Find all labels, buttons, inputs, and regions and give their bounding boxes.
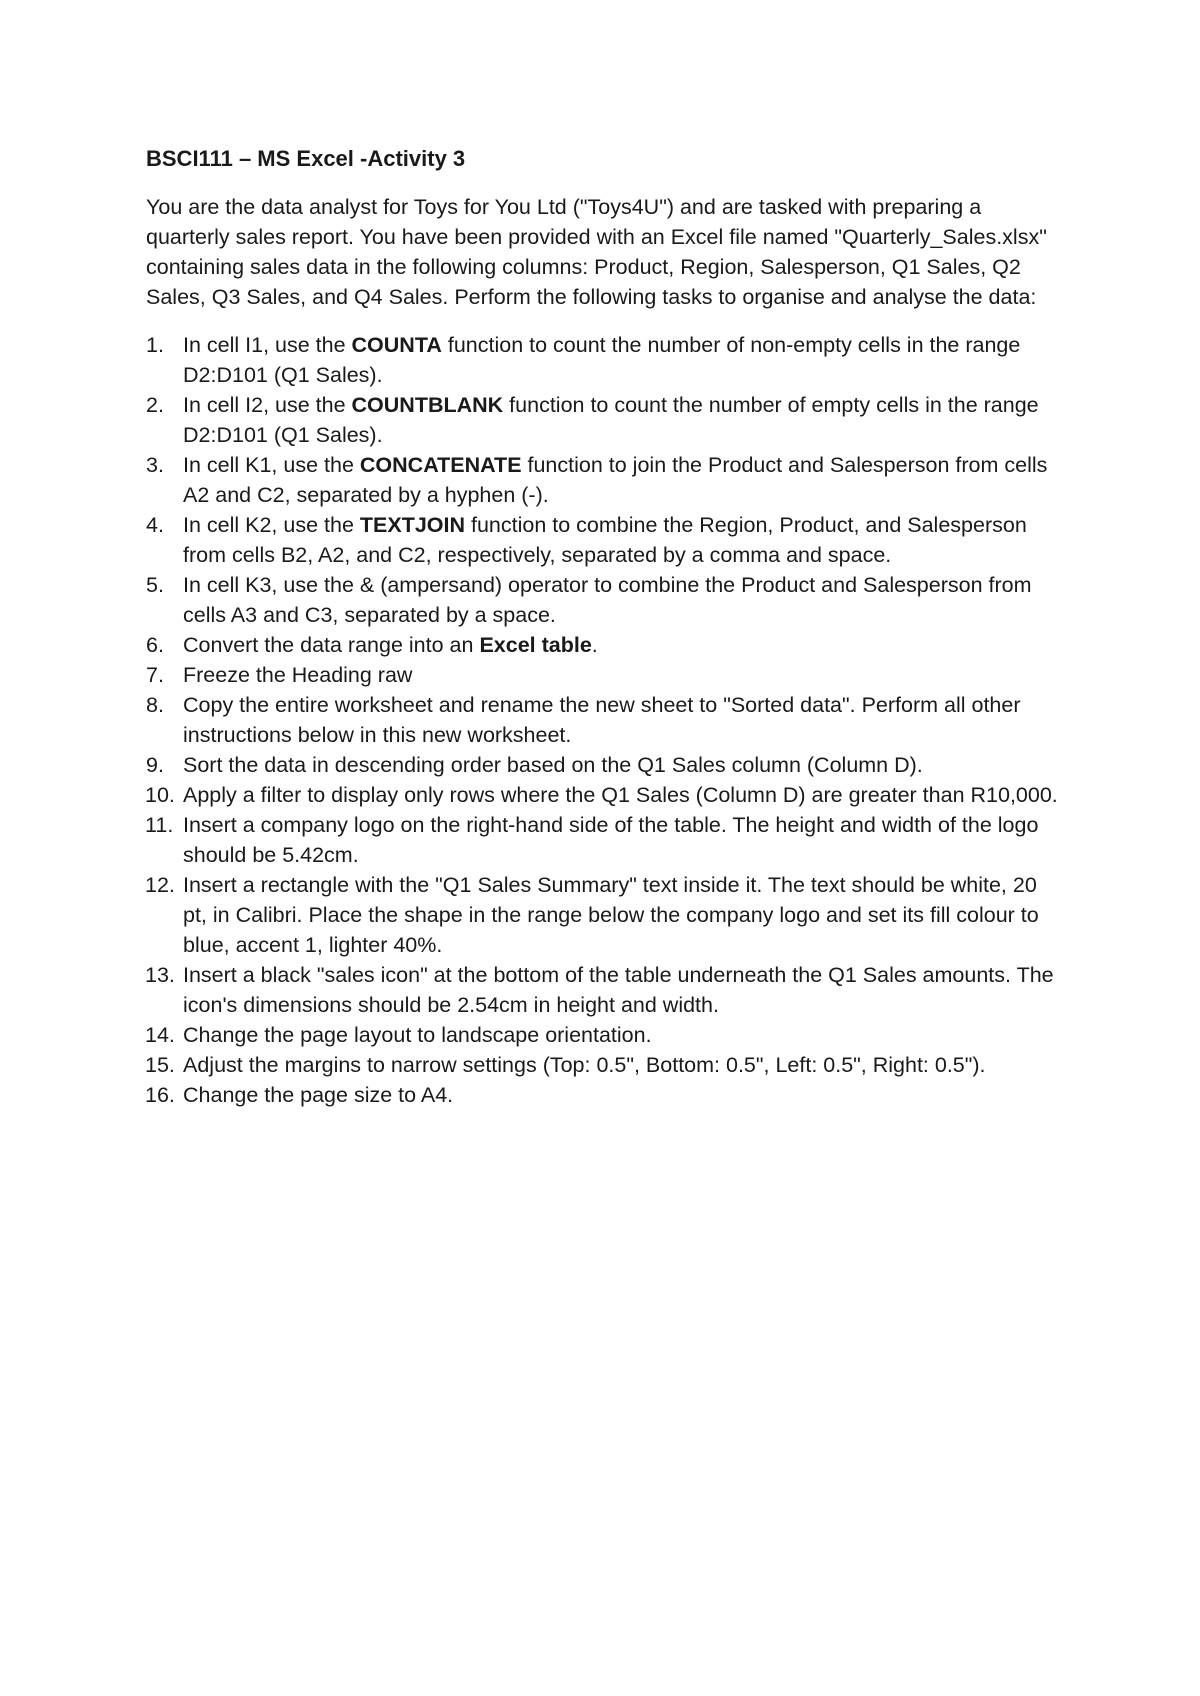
intro-paragraph: You are the data analyst for Toys for You Ltd ("Toys4U") and are tasked with preparing a quarterly sales report. You have been provided with an Excel file named "Quarterly_Sales.xlsx" containing sales data in the following columns: Product, Region, Salesperson, Q1 Sales, Q2 Sales, Q3 Sales, and Q4 Sales. Perform the following tasks to organise and analyse the data: xyxy=(146,195,1047,309)
task-keyword: Excel table xyxy=(479,633,592,657)
task-number: 15. xyxy=(145,1053,175,1077)
task-number: 14. xyxy=(145,1023,175,1047)
task-text: . xyxy=(591,633,598,657)
task-text: Change the page layout to landscape orientation. xyxy=(183,1023,652,1047)
document-page xyxy=(146,144,1066,1110)
task-text: In cell K3, use the & (ampersand) operator to combine the Product and Salesperson from cells A3 and C3, separated by a space. xyxy=(183,573,1032,627)
task-item xyxy=(146,960,1066,1020)
task-item xyxy=(146,510,1066,570)
task-text: Copy the entire worksheet and rename the new sheet to "Sorted data". Perform all other instructions below in this new worksheet. xyxy=(183,693,1021,747)
task-text: Insert a company logo on the right-hand side of the table. The height and width of the logo should be 5.42cm. xyxy=(183,813,1039,867)
task-item xyxy=(146,750,1066,780)
task-item xyxy=(146,450,1066,510)
task-number: 9. xyxy=(146,753,164,777)
task-item xyxy=(146,1020,1066,1050)
task-item xyxy=(146,570,1066,630)
task-item xyxy=(146,1080,1066,1110)
task-number: 12. xyxy=(145,873,175,897)
task-item xyxy=(146,870,1066,960)
task-keyword: COUNTBLANK xyxy=(351,393,504,417)
task-text: function to combine the Region, Product, and Salesperson from cells B2, A2, and C2, respectively, separated by a comma and space. xyxy=(183,513,1027,567)
task-text: Change the page size to A4. xyxy=(183,1083,454,1107)
task-keyword: COUNTA xyxy=(351,333,442,357)
task-number: 10. xyxy=(145,783,175,807)
task-item xyxy=(146,780,1066,810)
task-text: Insert a black "sales icon" at the bottom of the table underneath the Q1 Sales amounts. The icon's dimensions should be 2.54cm in height and width. xyxy=(183,963,1054,1017)
task-number: 5. xyxy=(146,573,164,597)
task-item xyxy=(146,660,1066,690)
task-number: 16. xyxy=(145,1083,175,1107)
task-number: 13. xyxy=(145,963,175,987)
task-text: Sort the data in descending order based on the Q1 Sales column (Column D). xyxy=(183,753,923,777)
task-text: function to count the number of non-empty cells in the range D2:D101 (Q1 Sales). xyxy=(183,333,1021,387)
task-number: 3. xyxy=(146,453,164,477)
task-item xyxy=(146,330,1066,390)
task-text: function to join the Product and Salesperson from cells A2 and C2, separated by a hyphen (-). xyxy=(183,453,1048,507)
task-number: 2. xyxy=(146,393,164,417)
task-text: function to count the number of empty cells in the range D2:D101 (Q1 Sales). xyxy=(183,393,1039,447)
task-keyword: TEXTJOIN xyxy=(359,513,466,537)
task-item xyxy=(146,630,1066,660)
task-text: Freeze the Heading raw xyxy=(183,663,413,687)
task-number: 8. xyxy=(146,693,164,717)
task-text: Adjust the margins to narrow settings (Top: 0.5", Bottom: 0.5", Left: 0.5", Right: 0.5"). xyxy=(183,1053,986,1077)
task-text: In cell I2, use the xyxy=(183,393,352,417)
task-number: 7. xyxy=(146,663,164,687)
task-text: Insert a rectangle with the "Q1 Sales Summary" text inside it. The text should be white, 20 pt, in Calibri. Place the shape in the range below the company logo and set its fill colour to blue, accent 1, lighter 40%. xyxy=(183,873,1039,957)
task-text: In cell K2, use the xyxy=(183,513,360,537)
task-number: 6. xyxy=(146,633,164,657)
task-text: In cell I1, use the xyxy=(183,333,352,357)
task-number: 4. xyxy=(146,513,164,537)
task-list xyxy=(146,330,1066,1110)
task-text: In cell K1, use the xyxy=(183,453,360,477)
document-title: BSCI111 – MS Excel -Activity 3 xyxy=(146,146,466,171)
task-number: 11. xyxy=(145,813,174,837)
task-item xyxy=(146,810,1066,870)
task-text: Convert the data range into an xyxy=(183,633,480,657)
task-number: 1. xyxy=(146,333,164,357)
task-keyword: CONCATENATE xyxy=(359,453,522,477)
task-item xyxy=(146,1050,1066,1080)
task-text: Apply a filter to display only rows where the Q1 Sales (Column D) are greater than R10,000. xyxy=(183,783,1058,807)
task-item xyxy=(146,690,1066,750)
task-item xyxy=(146,390,1066,450)
